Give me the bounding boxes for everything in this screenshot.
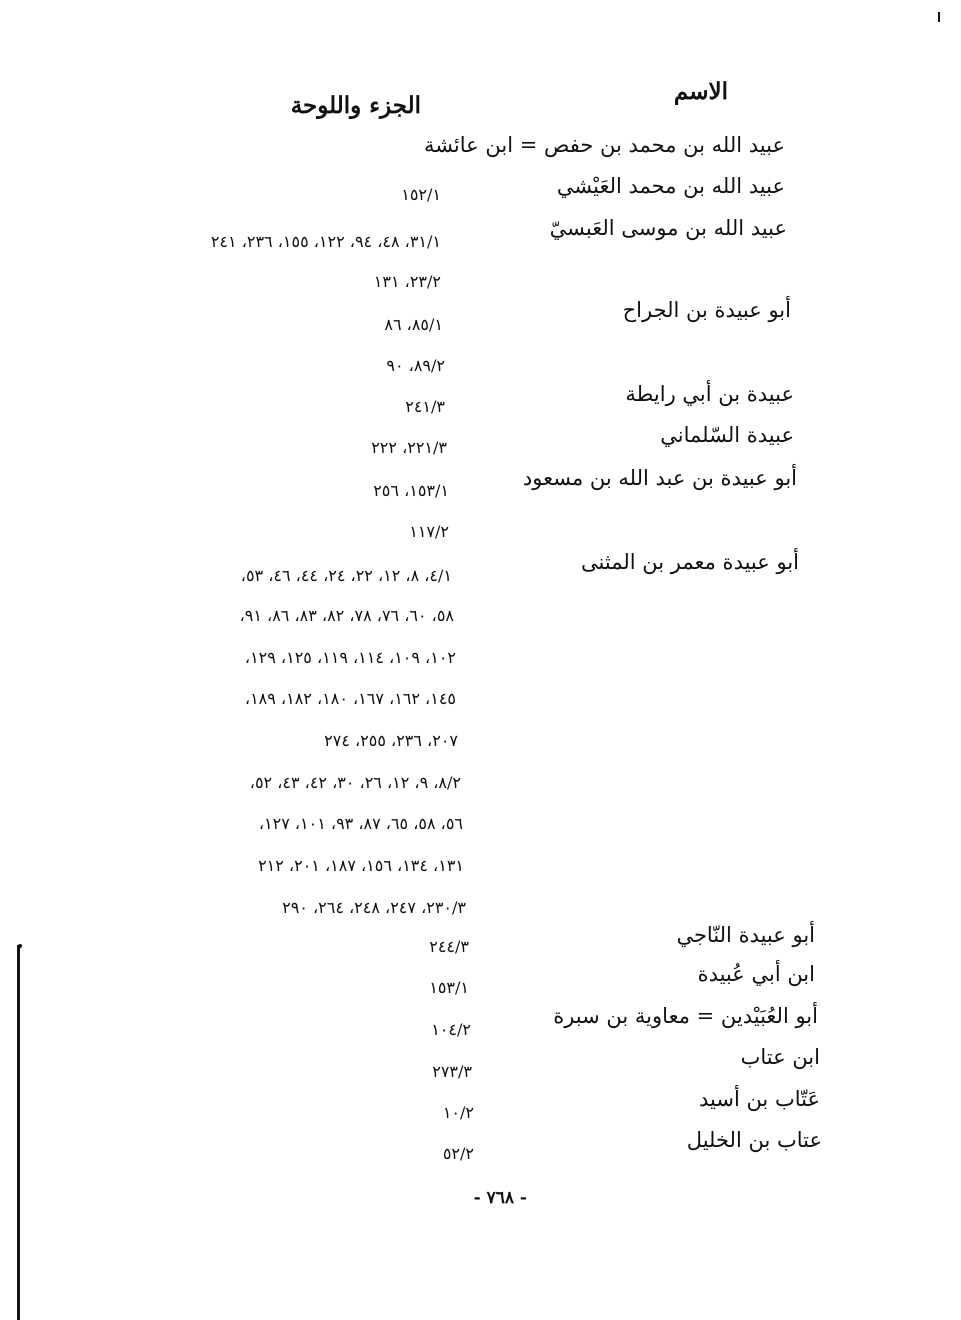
index-name: عبيد الله بن محمد العَيْشي [556,174,785,198]
volume-folio-reference: ١٥٣/١، ٢٥٦ [373,481,449,500]
name-column-header: الاسم [673,78,728,105]
volume-folio-reference: ١٠٢، ١٠٩، ١١٤، ١١٩، ١٢٥، ١٢٩، [244,648,456,667]
volume-folio-reference: ٢٣/٢، ١٣١ [373,272,441,291]
volume-folio-reference: ١٥٢/١ [401,185,441,204]
volume-folio-reference: ٥٢/٢ [442,1144,474,1163]
volume-folio-reference: ١٠٤/٢ [431,1020,471,1039]
volume-folio-reference: ٥٦، ٥٨، ٦٥، ٨٧، ٩٣، ١٠١، ١٢٧، [258,814,463,833]
index-name: عَتّاب بن أسيد [698,1087,820,1111]
volume-folio-reference: ١٠/٢ [442,1103,474,1122]
index-name: عبيدة السّلماني [660,423,794,447]
volume-folio-reference: ٨٥/١، ٨٦ [384,315,443,334]
volume-folio-reference: ٥٨، ٦٠، ٧٦، ٧٨، ٨٢، ٨٣، ٨٦، ٩١، [239,606,454,625]
index-name: أبو عبيدة النّاجي [676,923,815,947]
index-name: ابن عتاب [740,1045,820,1069]
volume-folio-reference: ١٥٣/١ [429,978,469,997]
index-name: أبو عبيدة معمر بن المثنى [581,550,799,574]
scan-speck [18,944,22,948]
index-name: أبو عبيدة بن عبد الله بن مسعود [522,466,797,490]
index-name: عبيد الله بن موسى العَبسيّ [549,216,787,240]
volume-folio-reference: ٢٣٠/٣، ٢٤٧، ٢٤٨، ٢٦٤، ٢٩٠ [282,898,466,917]
scan-edge-line [17,945,20,1320]
volume-folio-reference: ٢٠٧، ٢٣٦، ٢٥٥، ٢٧٤ [324,731,458,750]
volume-folio-reference: ٣١/١، ٤٨، ٩٤، ١٢٢، ١٥٥، ٢٣٦، ٢٤١ [210,232,441,251]
volume-folio-reference: ٢٤١/٣ [405,397,445,416]
volume-folio-reference: ٨/٢، ٩، ١٢، ٢٦، ٣٠، ٤٢، ٤٣، ٥٢، [249,773,461,792]
page-number: - ٧٦٨ - [473,1188,527,1208]
index-name: عتاب بن الخليل [686,1128,822,1152]
volume-folio-reference: ٢٤٤/٣ [429,937,469,956]
volume-folio-reference: ١٤٥، ١٦٢، ١٦٧، ١٨٠، ١٨٢، ١٨٩، [244,689,456,708]
index-name: عبيد الله بن محمد بن حفص = ابن عائشة [423,133,785,157]
volume-folio-reference: ٢٢١/٣، ٢٢٢ [371,438,447,457]
index-name: أبو عبيدة بن الجراح [622,298,791,322]
volume-folio-reference: ٤/١، ٨، ١٢، ٢٢، ٢٤، ٤٤، ٤٦، ٥٣، [240,566,452,585]
reference-column-header: الجزء واللوحة [290,92,421,119]
volume-folio-reference: ١٣١، ١٣٤، ١٥٦، ١٨٧، ٢٠١، ٢١٢ [258,856,464,875]
volume-folio-reference: ٢٧٣/٣ [432,1062,472,1081]
index-name: أبو العُبَيْدين = معاوية بن سبرة [553,1004,818,1028]
scan-speck [938,12,940,22]
volume-folio-reference: ٨٩/٢، ٩٠ [386,356,445,375]
index-name: عبيدة بن أبي رايطة [625,382,794,406]
index-name: ابن أبي عُبيدة [697,962,815,986]
volume-folio-reference: ١١٧/٢ [409,522,449,541]
